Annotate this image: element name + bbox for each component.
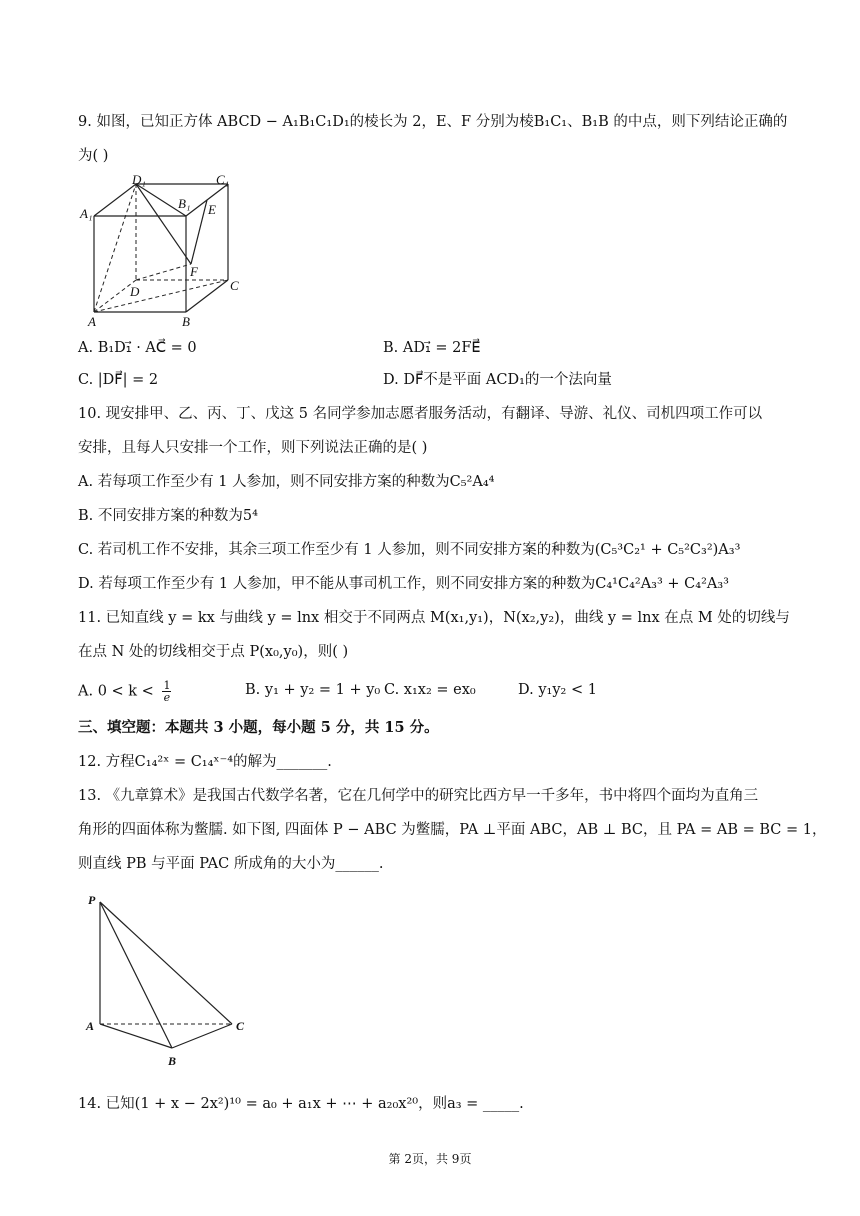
label-A: A — [88, 314, 96, 329]
fraction-denominator: e — [163, 691, 171, 704]
q11-option-d: D. y₁y₂ < 1 — [518, 682, 597, 698]
label-P: P — [88, 893, 96, 907]
fraction-numerator: 1 — [163, 679, 171, 692]
label-B: B — [168, 1054, 177, 1068]
fraction — [162, 680, 171, 703]
q13-line2: 角形的四面体称为鳖臑. 如下图, 四面体 P − ABC 为鳖臑，PA ⊥平面 ABC，AB ⊥ BC，且 PA = AB = BC = 1， — [78, 822, 827, 838]
q10-stem-line2: 安排，且每人只安排一个工作，则下列说法正确的是( ) — [78, 440, 428, 456]
q11-stem-line1: 11. 已知直线 y = kx 与曲线 y = lnx 相交于不同两点 M(x₁,y₁)，N(x₂,y₂)，曲线 y = lnx 在点 M 处的切线与 — [78, 610, 790, 626]
label-C: C — [236, 1019, 245, 1033]
q12-text: 12. 方程C₁₄²ˣ = C₁₄ˣ⁻⁴的解为_______. — [78, 754, 332, 770]
label-D: D — [130, 284, 140, 299]
q10-option-c: C. 若司机工作不安排，其余三项工作至少有 1 人参加，则不同安排方案的种数为(C₅³C₂¹ + C₅²C₃²)A₃³ — [78, 542, 741, 558]
q10-option-b: B. 不同安排方案的种数为5⁴ — [78, 508, 258, 524]
q11-option-c: C. x₁x₂ = ex₀ — [384, 682, 476, 698]
tetrahedron-figure — [80, 890, 260, 1075]
section-heading: 三、填空题：本题共 3 小题，每小题 5 分，共 15 分。 — [78, 719, 439, 736]
label-A: A — [86, 1019, 95, 1033]
label-B: B — [182, 314, 190, 329]
q9-option-a: A. B₁D₁⃗ · AC⃗ = 0 — [78, 340, 197, 356]
q9-option-c: C. |DF⃗| = 2 — [78, 372, 159, 388]
q11-option-a-prefix: A. 0 < k < — [78, 683, 154, 700]
label-C: C — [230, 278, 239, 293]
q13-line3: 则直线 PB 与平面 PAC 所成角的大小为______. — [78, 856, 384, 872]
label-B1: B₁ — [178, 196, 191, 211]
q9-stem-line2: 为( ) — [78, 148, 109, 164]
q9-stem-line1: 9. 如图，已知正方体 ABCD − A₁B₁C₁D₁的棱长为 2，E、F 分别为棱B₁C₁、B₁B 的中点，则下列结论正确的 — [78, 114, 788, 130]
page-footer: 第 2页，共 9页 — [388, 1152, 472, 1166]
q9-option-d: D. DF⃗不是平面 ACD₁的一个法向量 — [383, 372, 612, 388]
label-E: E — [208, 202, 216, 217]
q9-option-b: B. AD₁⃗ = 2FE⃗ — [383, 340, 481, 356]
label-A1: A₁ — [80, 206, 93, 221]
q11-option-a — [78, 680, 171, 703]
label-D1: D₁ — [132, 172, 146, 187]
label-F: F — [190, 264, 198, 279]
q10-option-a: A. 若每项工作至少有 1 人参加，则不同安排方案的种数为C₅²A₄⁴ — [78, 474, 495, 490]
cube-figure — [78, 172, 258, 332]
q11-option-b: B. y₁ + y₂ = 1 + y₀ — [245, 682, 381, 698]
q10-option-d: D. 若每项工作至少有 1 人参加，甲不能从事司机工作，则不同安排方案的种数为C₄¹C₄²A₃³ + C₄²A₃³ — [78, 576, 729, 592]
q11-stem-line2: 在点 N 处的切线相交于点 P(x₀,y₀)，则( ) — [78, 644, 349, 660]
label-C1: C₁ — [216, 172, 230, 187]
q10-stem-line1: 10. 现安排甲、乙、丙、丁、戊这 5 名同学参加志愿者服务活动，有翻译、导游、礼仪、司机四项工作可以 — [78, 406, 763, 422]
q14-text: 14. 已知(1 + x − 2x²)¹⁰ = a₀ + a₁x + ⋯ + a₂₀x²⁰，则a₃ = _____. — [78, 1096, 524, 1112]
q13-line1: 13. 《九章算术》是我国古代数学名著，它在几何学中的研究比西方早一千多年，书中将四个面均为直角三 — [78, 788, 759, 804]
